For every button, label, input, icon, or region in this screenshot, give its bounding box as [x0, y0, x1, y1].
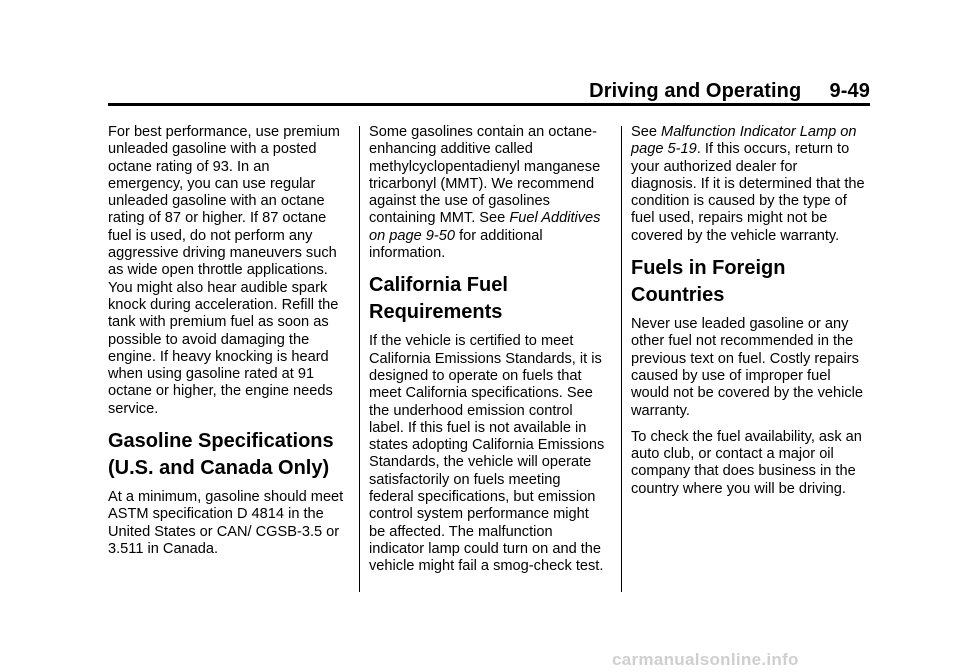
link-malfunction-indicator[interactable]: Malfunction Indicator Lamp on page 5-19 — [631, 124, 857, 158]
watermark: carmanualsonline.info — [612, 650, 799, 669]
malfunction-text-a: See — [631, 124, 662, 140]
column-3 — [631, 124, 867, 507]
mmt-text-a: Some gasolines contain an octane-enhancing additive called methylcyclopentadienyl manganese tricarbonyl (MMT). We recommend against the use of gasolines containing MMT. See — [369, 124, 601, 227]
column-1 — [108, 124, 344, 567]
malfunction-text-b: . If this occurs, return to your authorized dealer for diagnosis. If it is determined that the condition is caused by the type of fuel used, repairs might not be covered by the vehicle warranty. — [631, 141, 865, 244]
paragraph-leaded: Never use leaded gasoline or any other fuel not recommended in the previous text on fuel. Costly repairs caused by use of improper fuel would not be covered by the vehicle warranty. — [631, 316, 864, 419]
paragraph-california: If the vehicle is certified to meet California Emissions Standards, it is designed to operate on fuels that meet California specifications. See the underhood emission control label. If this fuel is not available in states adopting California Emissions Standards, the vehicle will operate satisfactorily on fuels meeting federal specifications, but emission control system performance might be affected. The malfunction indicator lamp could turn on and the vehicle might fail a smog-check test. — [369, 333, 605, 575]
paragraph-mmt — [369, 124, 605, 262]
link-fuel-additives[interactable]: Fuel Additives on page 9-50 — [369, 210, 601, 244]
header-rule — [108, 103, 870, 106]
paragraph-astm-spec: At a minimum, gasoline should meet ASTM specification D 4814 in the United States or CAN/ CGSB-3.5 or 3.511 in Canada. — [108, 489, 344, 557]
heading-california-fuel: California Fuel Requirements — [369, 274, 508, 324]
header-title: Driving and Operating 9-49 — [589, 80, 870, 102]
paragraph-availability: To check the fuel availability, ask an auto club, or contact a major oil company that does business in the country where you will be driving. — [631, 428, 862, 497]
paragraph-premium-fuel: For best performance, use premium unleaded gasoline with a posted octane rating of 93. In an emergency, you can use regular unleaded gasoline with an octane rating of 87 or higher. If 87 octane fuel is used, do not perform any aggressive driving maneuvers such as wide open throttle applications. You might also hear audible spark knock during acceleration. Refill the tank with premium fuel as soon as possible to avoid damaging the engine. If heavy knocking is heard when using gasoline rated at 91 octane or higher, the engine needs service. — [108, 124, 340, 417]
column-divider-2 — [621, 126, 622, 592]
heading-foreign-fuels: Fuels in Foreign Countries — [631, 257, 786, 307]
mmt-text-b: for additional information. — [369, 227, 543, 262]
column-divider-1 — [359, 126, 360, 592]
paragraph-malfunction — [631, 124, 867, 245]
heading-gasoline-specifications: Gasoline Specifications (U.S. and Canada Only) — [108, 430, 334, 480]
column-2 — [369, 124, 605, 585]
